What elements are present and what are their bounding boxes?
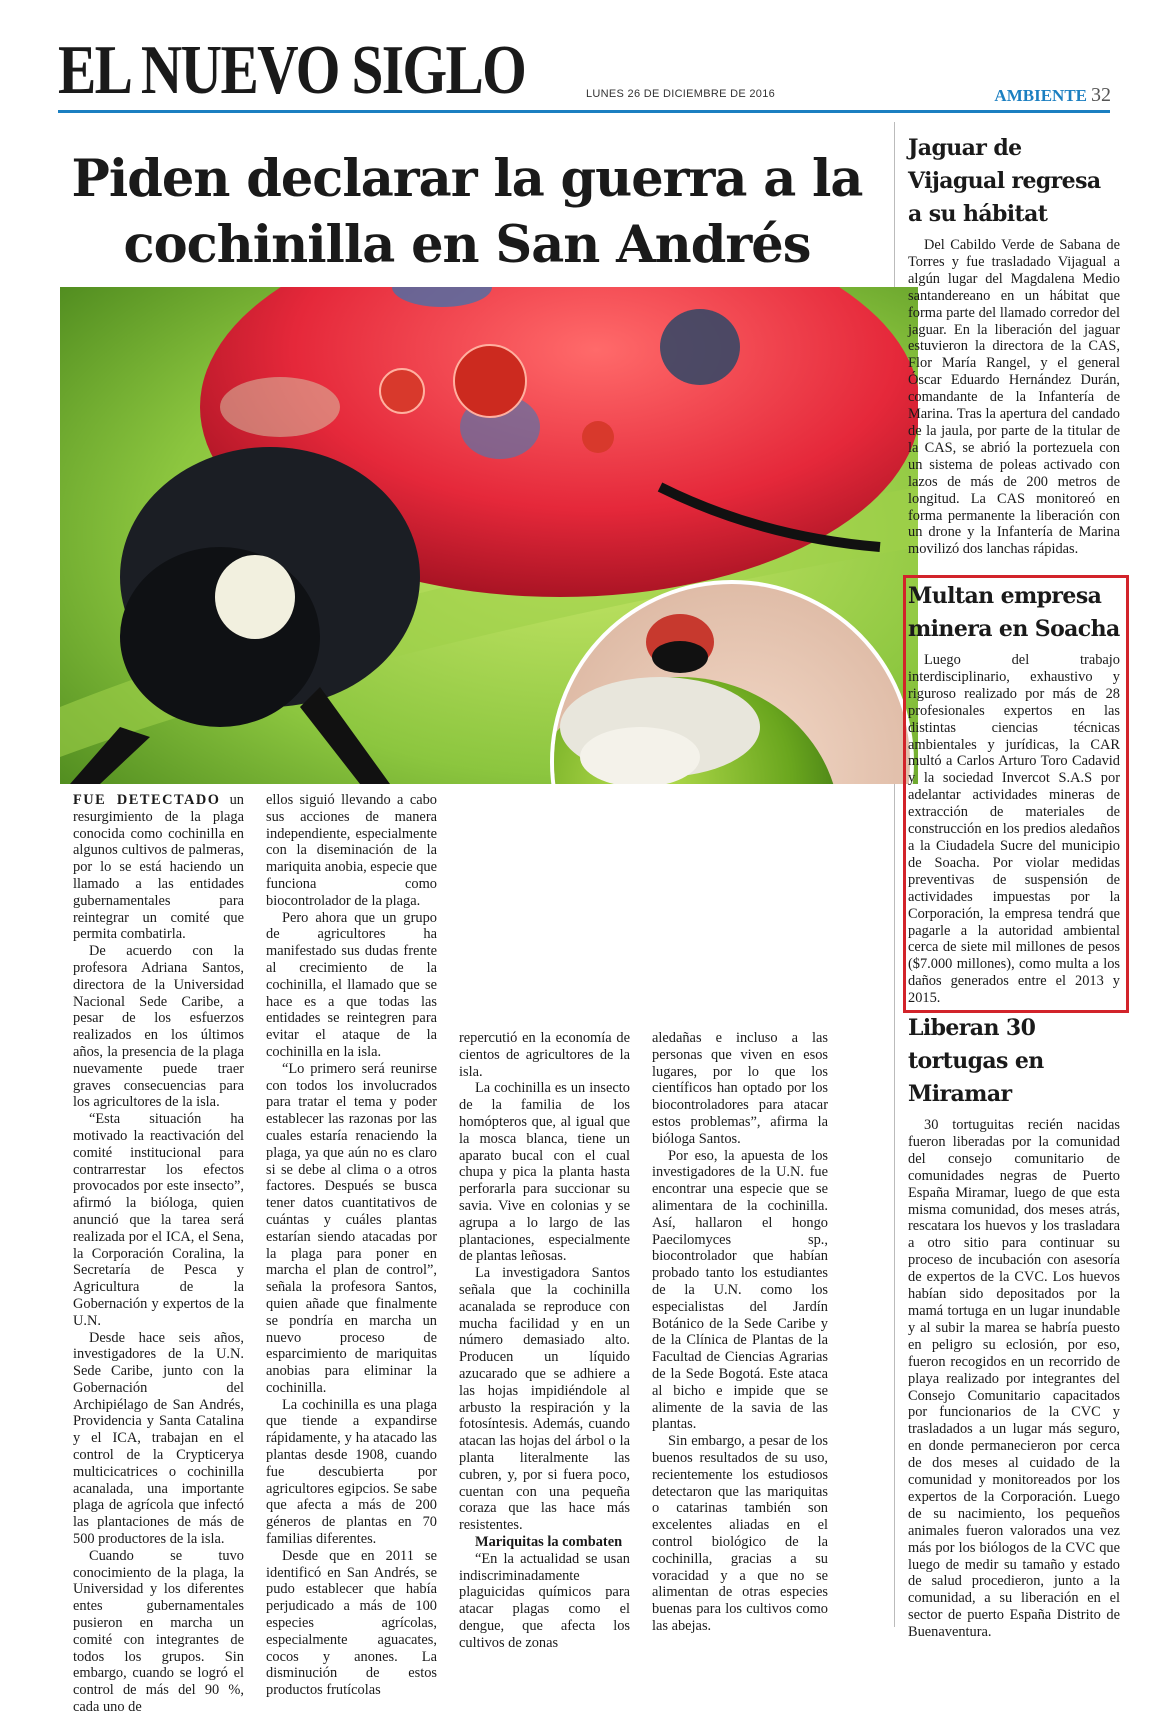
- sidebar-story-title: Multan empresa minera en Soacha: [908, 583, 1120, 642]
- article-paragraph: “Lo primero será reunirse con todos los involucrados para tratar el tema y poder establecer las razonas por las cuales estaría renaciendo la plaga, ya que aún no es claro si se debe al clima o a otros factores. Después se busca tener datos cuantitativos de cuántas y cuáles plantas estarían siendo atacadas por la plaga para poner en marcha el plan de control”, señala la profesora Santos, quien añade que finalmente se pondría en marcha un nuevo proceso de esparcimiento de mariquitas anobias para eliminar la cochinilla.: [266, 1060, 437, 1396]
- article-column-4: [652, 1030, 828, 1635]
- article-subheading: Mariquitas la combaten: [475, 1533, 623, 1550]
- article-paragraph: Pero ahora que un grupo de agricultores ha manifestado sus dudas frente al crecimiento de la cochinilla, el llamado que se hace es a que todas las entidades se reintegren para evitar el ataque de la cochinilla en la isla.: [266, 909, 437, 1060]
- article-paragraph: repercutió en la economía de cientos de agricultores de la isla.: [459, 1030, 630, 1080]
- section-label: [994, 84, 1111, 107]
- page-number: 32: [1091, 84, 1111, 106]
- masthead-rule: [58, 110, 1110, 113]
- article-paragraph: La cochinilla es una plaga que tiende a expandirse rápidamente, y ha atacado las plantas desde 1908, cuando fue descubierta por agricultores egipcios. Se sabe que afecta a más de 200 géneros de plantas en 70 familias diferentes.: [266, 1396, 437, 1548]
- article-headline: Piden declarar la guerra a la cochinilla en San Andrés: [71, 149, 863, 275]
- article-paragraph: FUE DETECTADO un resurgimiento de la plaga conocida como cochinilla en algunos cultivos de palmeras, por lo se está haciendo un llamado a las entidades gubernamentales para reintegrar un comité que permita combatirla.: [73, 792, 244, 943]
- sidebar-story-title: Jaguar de Vijagual regresa a su hábitat: [908, 135, 1101, 227]
- article-paragraph: La investigadora Santos señala que la cochinilla acanalada se reproduce con mucha facilidad y en un número demasiado alto. Producen un líquido azucarado que se adhiere a las hojas impidiéndole al arbusto la respiración y la fotosíntesis. Además, cuando atacan las hojas del árbol o la planta literalmente las cubren, y, por si fuera poco, cuentan con una pequeña coraza que las hace más resistentes.: [459, 1265, 630, 1534]
- article-paragraph: ellos siguió llevando a cabo sus acciones de manera independiente, especialmente con la diseminación de la mariquita anobia, especie que funciona como biocontrolador de la plaga.: [266, 792, 438, 909]
- article-paragraph: La cochinilla es un insecto de la familia de los homópteros que, al igual que la mosca blanca, tiene un aparato bucal con el cual chupa y pica la planta hasta perforarla para succionar su savia. Vive en colonias y se agrupa a lo largo de las plantaciones, especialmente de plantas leñosas.: [459, 1080, 630, 1265]
- article-column-2: [266, 792, 437, 1699]
- sidebar-story-turtles: [908, 1012, 1120, 1641]
- ladybug-photo-icon: [60, 287, 918, 784]
- article-paragraph: De acuerdo con la profesora Adriana Santos, directora de la Universidad Nacional Sede Caribe, a pesar de los esfuerzos realizados en los últimos años, la presencia de la plaga nuevamente puede traer graves consecuencias para los agricultores de la isla.: [73, 943, 244, 1111]
- article-paragraph: Por eso, la apuesta de los investigadores de la U.N. fue encontrar una especie que se alimentara de la cochinilla. Así, hallaron el hongo Paecilomyces sp., biocontrolador que habían probado tanto los estudiantes de la U.N. como los especialistas del Jardín Botánico de la Sede Caribe y de la Clínica de Plantas de la Facultad de Ciencias Agrarias de la Sede Bogotá. Este ataca al bicho e impide que se alimente de la savia de las plantas.: [652, 1147, 828, 1433]
- article-paragraph: aledañas e incluso a las personas que viven en esos lugares, por lo que los científicos han optado por los biocontroladores para atacar estos problemas”, afirma la bióloga Santos.: [652, 1030, 828, 1147]
- article-paragraph: “En la actualidad se usan indiscriminadamente plaguicidas químicos para atacar plagas como el dengue, que afecta los cultivos de zonas: [459, 1550, 630, 1651]
- article-paragraph: Desde que en 2011 se identificó en San Andrés, se pudo establecer que había perjudicado a más de 100 especies agrícolas, especialmente aguacates, cocos y anones. La disminución de estos productos frutícolas: [266, 1547, 437, 1699]
- article-column-3: [459, 1030, 630, 1651]
- article-paragraph: Desde hace seis años, investigadores de la U.N. Sede Caribe, junto con la Gobernación del Archipiélago de San Andrés, Providencia y Santa Catalina y el ICA, trabajan en el control de la Crypticerya multicicatrices o cochinilla acanalada, una importante plaga de agrícola que infectó las plantaciones de más de 500 productores de la isla.: [73, 1329, 244, 1548]
- article-paragraph: “Esta situación ha motivado la reactivación del comité institucional para contrarrestar los efectos provocados por este insecto”, afirmó la bióloga, quien anunció que la tarea será realizada por el ICA, el Sena, la Corporación Coralina, la Secretaría de Pesca y Agricultura de la Gobernación y expertos de la U.N.: [73, 1111, 244, 1329]
- sidebar-story-body: Luego del trabajo interdisciplinario, exhaustivo y riguroso realizado por más de 28 profesionales expertos en las distintas ciencias técnicas ambientales y jurídicas, la CAR multó a Carlos Arturo Toro Cadavid y la sociedad Invercot S.A.S por adelantar actividades mineras de extracción de materiales de construcción en los predios aledaños a la Ciudadela Sucre del municipio de Soacha. Por violar medidas preventivas de suspensión de actividades impuestas por la Corporación, la empresa tendrá que pagarle a la autoridad ambiental cerca de siete mil millones de pesos ($7.000 millones), como multa a los daños generados entre el 2013 y 2015.: [908, 652, 1120, 1007]
- sidebar-story-body: 30 tortuguitas recién nacidas fueron liberadas por la comunidad del consejo comunitario de comunidades negras de Puerto España Miramar, luego de que esta misma comunidad, dos meses atrás, rescatara los huevos y los trasladara a otro sitio para continuar su proceso de incubación con asesoría de expertos de la CVC. Los huevos habían sido depositados por la mamá tortuga en un lugar inundable y al subir la marea se habría puesto en peligro su eclosión, por eso, fueron recogidos en un recorrido de playa realizado por integrantes del Consejo Comunitario capacitados por funcionarios de la CVC y trasladados a un lugar más seguro, en donde permanecieron por cerca de dos meses al cuidado de la comunidad y monitoreados por los expertos de la Corporación. Luego de su nacimiento, los pequeños animales fueron valorados una vez más por los biólogos de la CVC que luego de medir su tamaño y estado de salud procedieron, junto a la comunidad, a su liberación en el sector de puerto España Distrito de Buenaventura.: [908, 1117, 1120, 1641]
- article-paragraph: Sin embargo, a pesar de los buenos resultados de su uso, recientemente los estudiosos detectaron que las mariquitas o catarinas también son excelentes aliadas en el control biológico de la cochinilla, gracias a su voracidad y a que no se alimentan de otras especies buenas para los cultivos como las abejas.: [652, 1433, 828, 1634]
- sidebar-story-mining: [908, 580, 1120, 1007]
- sidebar-story-title: Liberan 30 tortugas en Miramar: [908, 1015, 1044, 1107]
- article-column-1: [73, 792, 244, 1716]
- article-paragraph: Cuando se tuvo conocimiento de la plaga, la Universidad y los diferentes entes gubernamentales pusieron en marcha un comité con integrantes de todos los grupos. Sin embargo, cuando se logró el control de más del 90 %, cada uno de: [73, 1547, 244, 1716]
- section-name: AMBIENTE: [994, 86, 1087, 105]
- article-lead-word: FUE DETECTADO: [73, 792, 221, 808]
- masthead-title: EL NUEVO SIGLO: [58, 32, 526, 109]
- issue-date: LUNES 26 DE DICIEMBRE DE 2016: [586, 88, 776, 100]
- sidebar-story-jaguar: [908, 132, 1120, 558]
- sidebar-story-body: Del Cabildo Verde de Sabana de Torres y fue trasladado Vijagual a algún lugar del Magdalena Medio santandereano en un hábitat que forma parte del llamado corredor del jaguar. En la liberación del jaguar estuvieron la directora de la CAS, Flor María Rangel, y el general Óscar Eduardo Hernández Durán, comandante de la Infantería de Marina. Tras la apertura del candado de la jaula, por parte de la titular de la CAS, se abrió la portezuela con un sistema de poleas activado con lazos de más de 200 metros de longitud. La CAS monitoreó en forma permanente la liberación con un drone y la Infantería de Marina movilizó dos lanchas rápidas.: [908, 237, 1120, 558]
